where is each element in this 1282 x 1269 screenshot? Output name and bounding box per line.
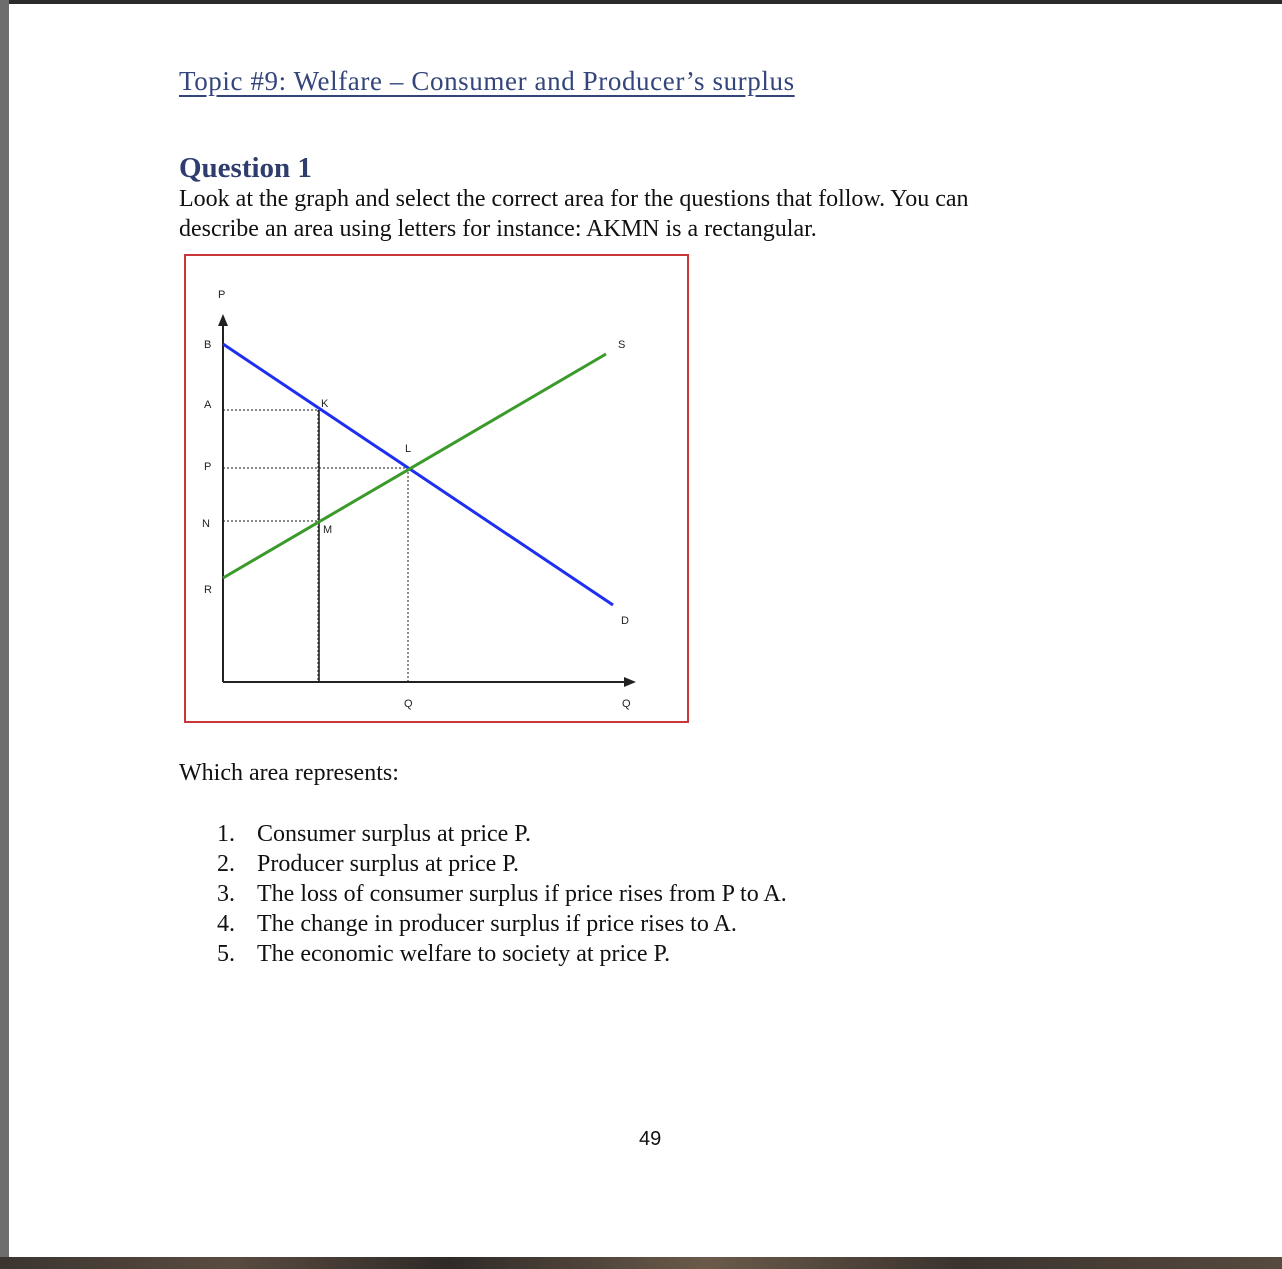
y-axis-arrow-icon <box>218 314 228 326</box>
y-label-R: R <box>204 584 212 596</box>
question-text: Consumer surplus at price P. <box>257 821 531 847</box>
y-label-N: N <box>202 518 210 530</box>
graph-canvas <box>186 256 687 721</box>
topic-title: Topic #9: Welfare – Consumer and Producer’s surplus <box>179 66 795 96</box>
question-text: The change in producer surplus if price rises to A. <box>257 911 737 937</box>
list-item <box>217 849 787 879</box>
question-number: 1. <box>217 821 235 847</box>
question-text: The loss of consumer surplus if price rises from P to A. <box>257 881 787 907</box>
y-label-P: P <box>204 461 212 473</box>
intro-text-line-2: describe an area using letters for instance: AKMN is a rectangular. <box>179 216 817 242</box>
taskbar-edge <box>0 1257 1282 1269</box>
question-number: 3. <box>217 881 235 907</box>
question-number: 2. <box>217 851 235 877</box>
list-item <box>217 909 787 939</box>
point-label-L: L <box>405 443 412 455</box>
supply-curve <box>223 354 606 578</box>
point-label-M: M <box>323 524 333 536</box>
which-area-prompt: Which area represents: <box>179 760 399 786</box>
questions-list <box>217 819 787 969</box>
list-item <box>217 819 787 849</box>
q-tick-label: Q <box>404 698 413 710</box>
viewer-left-edge <box>0 0 9 1269</box>
x-axis-label: Q <box>622 698 631 710</box>
list-item <box>217 879 787 909</box>
supply-demand-graph <box>184 254 689 723</box>
page-number: 49 <box>639 1128 662 1150</box>
list-item <box>217 939 787 969</box>
x-axis-arrow-icon <box>624 677 636 687</box>
question-heading: Question 1 <box>179 152 312 184</box>
supply-label: S <box>618 339 626 351</box>
question-number: 4. <box>217 911 235 937</box>
question-text: Producer surplus at price P. <box>257 851 519 877</box>
y-axis-label: P <box>218 289 226 301</box>
point-label-K: K <box>321 398 329 410</box>
demand-label: D <box>621 615 629 627</box>
question-number: 5. <box>217 941 235 967</box>
y-label-B: B <box>204 339 212 351</box>
intro-text-line-1: Look at the graph and select the correct area for the questions that follow. You can <box>179 186 969 212</box>
y-label-A: A <box>204 399 212 411</box>
question-text: The economic welfare to society at price P. <box>257 941 671 967</box>
document-page <box>9 4 1282 1257</box>
